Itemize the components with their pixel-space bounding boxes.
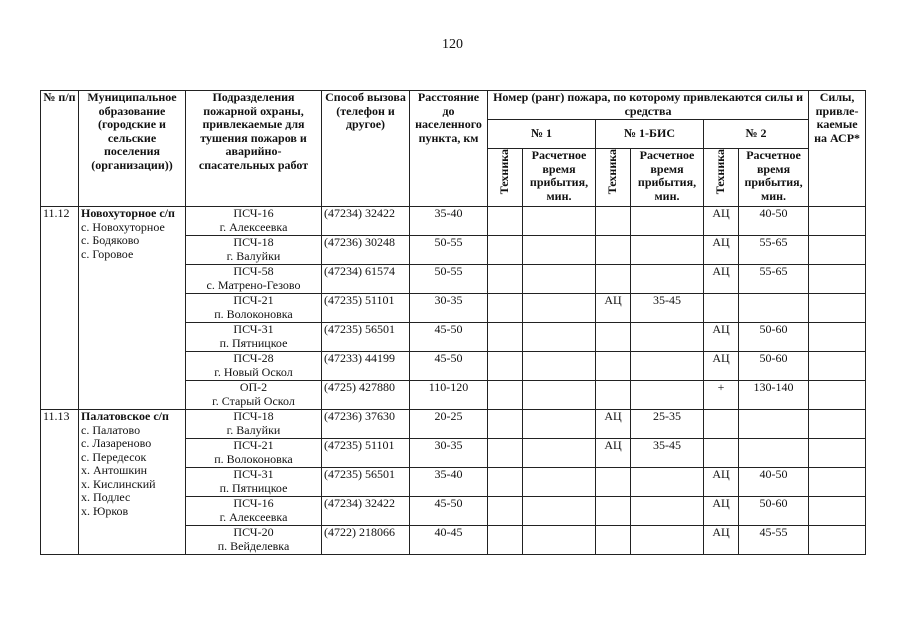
- asr-cell: [809, 468, 866, 497]
- table-body: [41, 207, 866, 555]
- rank1bis-arrival-cell: [631, 323, 704, 352]
- unit-location: г. Валуйки: [226, 248, 281, 263]
- rank1bis-technika-cell: АЦ: [596, 410, 631, 439]
- header-asr: Силы, привле-каемые на АСР*: [809, 91, 866, 207]
- header-rank-group: Номер (ранг) пожара, по которому привлекаются силы и средства: [488, 91, 809, 120]
- rank1-arrival-cell: [523, 352, 596, 381]
- rank1-technika-cell: [488, 526, 523, 555]
- unit-cell: [186, 381, 322, 410]
- unit-cell: [186, 294, 322, 323]
- unit-location: п. Пятницкое: [219, 480, 288, 495]
- phone-cell: (47235) 51101: [322, 294, 410, 323]
- distance-cell: 50-55: [410, 236, 488, 265]
- rank1-arrival-cell: [523, 468, 596, 497]
- rank2-technika-cell: [704, 294, 739, 323]
- header-call-method: Способ вызова (телефон и другое): [322, 91, 410, 207]
- header-rank1-arrival: Расчетное время прибытия, мин.: [523, 149, 596, 207]
- settlement-name: с. Палатово: [81, 422, 141, 437]
- rank1-arrival-cell: [523, 236, 596, 265]
- phone-cell: (47236) 30248: [322, 236, 410, 265]
- unit-name: ПСЧ-16: [233, 496, 274, 510]
- rank2-technika-cell: АЦ: [704, 526, 739, 555]
- rank1-arrival-cell: [523, 526, 596, 555]
- distance-cell: 45-50: [410, 497, 488, 526]
- unit-cell: [186, 236, 322, 265]
- unit-cell: [186, 526, 322, 555]
- unit-cell: [186, 352, 322, 381]
- rank2-technika-cell: [704, 410, 739, 439]
- unit-location: г. Новый Оскол: [214, 364, 293, 379]
- header-num: № п/п: [41, 91, 79, 207]
- header-rank1bis-arrival: Расчетное время прибытия, мин.: [631, 149, 704, 207]
- rank1bis-arrival-cell: [631, 468, 704, 497]
- rank2-technika-cell: АЦ: [704, 497, 739, 526]
- phone-cell: (47234) 32422: [322, 207, 410, 236]
- rank1-arrival-cell: [523, 207, 596, 236]
- distance-cell: 30-35: [410, 439, 488, 468]
- header-rank2-arrival: Расчетное время прибытия, мин.: [739, 149, 809, 207]
- asr-cell: [809, 207, 866, 236]
- unit-cell: [186, 265, 322, 294]
- rank1-arrival-cell: [523, 294, 596, 323]
- rank2-arrival-cell: [739, 410, 809, 439]
- rank1bis-arrival-cell: [631, 526, 704, 555]
- rank1-technika-cell: [488, 439, 523, 468]
- rank1bis-arrival-cell: [631, 352, 704, 381]
- unit-location: г. Валуйки: [226, 422, 281, 437]
- unit-cell: [186, 410, 322, 439]
- rank1-arrival-cell: [523, 439, 596, 468]
- rank1-technika-cell: [488, 207, 523, 236]
- asr-cell: [809, 439, 866, 468]
- rank1bis-technika-cell: [596, 323, 631, 352]
- header-rank2-technika: [704, 149, 739, 207]
- rank1bis-technika-cell: [596, 236, 631, 265]
- rank2-arrival-cell: 130-140: [739, 381, 809, 410]
- settlement-name: х. Антошкин: [81, 463, 148, 477]
- phone-cell: (47234) 61574: [322, 265, 410, 294]
- rank1bis-technika-cell: [596, 207, 631, 236]
- header-rank1-technika: [488, 149, 523, 207]
- settlement-name: х. Подлес: [81, 490, 131, 504]
- rank1bis-arrival-cell: 35-45: [631, 439, 704, 468]
- asr-cell: [809, 323, 866, 352]
- rank1-technika-cell: [488, 468, 523, 497]
- rank2-technika-cell: АЦ: [704, 468, 739, 497]
- rank1-arrival-cell: [523, 265, 596, 294]
- rank2-arrival-cell: 40-50: [739, 468, 809, 497]
- header-distance: Расстояние до населенного пункта, км: [410, 91, 488, 207]
- phone-cell: (47234) 32422: [322, 497, 410, 526]
- header-technika-label: Техника: [497, 149, 512, 195]
- unit-name: ПСЧ-28: [233, 351, 274, 365]
- unit-name: ПСЧ-18: [233, 409, 274, 423]
- rank1bis-technika-cell: [596, 265, 631, 294]
- rank2-technika-cell: АЦ: [704, 265, 739, 294]
- rank1-technika-cell: [488, 323, 523, 352]
- rank1bis-arrival-cell: 35-45: [631, 294, 704, 323]
- rank2-arrival-cell: [739, 439, 809, 468]
- settlement-name: х. Юрков: [81, 503, 129, 518]
- rank2-arrival-cell: 55-65: [739, 265, 809, 294]
- table-row: [41, 207, 866, 236]
- rank1-technika-cell: [488, 410, 523, 439]
- header-rank-1: № 1: [488, 120, 596, 149]
- rank1bis-arrival-cell: [631, 236, 704, 265]
- phone-cell: (47236) 37630: [322, 410, 410, 439]
- phone-cell: (47235) 56501: [322, 468, 410, 497]
- rank2-technika-cell: АЦ: [704, 323, 739, 352]
- unit-name: ПСЧ-31: [233, 467, 274, 481]
- rank2-technika-cell: АЦ: [704, 236, 739, 265]
- asr-cell: [809, 526, 866, 555]
- header-units: Подразделения пожарной охраны, привлекаемые для тушения пожаров и аварийно-спасательных работ: [186, 91, 322, 207]
- unit-cell: [186, 439, 322, 468]
- rank1bis-technika-cell: [596, 468, 631, 497]
- settlement-name: с. Бодяково: [81, 233, 140, 247]
- rank2-technika-cell: [704, 439, 739, 468]
- distance-cell: 40-45: [410, 526, 488, 555]
- rank1-arrival-cell: [523, 410, 596, 439]
- fire-forces-table: [40, 90, 866, 555]
- asr-cell: [809, 352, 866, 381]
- row-number: 11.12: [41, 207, 79, 410]
- rank1-arrival-cell: [523, 381, 596, 410]
- table-row: [41, 410, 866, 439]
- rank1-technika-cell: [488, 265, 523, 294]
- header-rank-1bis: № 1-БИС: [596, 120, 704, 149]
- rank2-arrival-cell: 50-60: [739, 352, 809, 381]
- rank1bis-technika-cell: [596, 526, 631, 555]
- rank1bis-technika-cell: [596, 352, 631, 381]
- rank1bis-arrival-cell: 25-35: [631, 410, 704, 439]
- unit-cell: [186, 468, 322, 497]
- rank2-technika-cell: +: [704, 381, 739, 410]
- rank1-arrival-cell: [523, 323, 596, 352]
- rank2-arrival-cell: 40-50: [739, 207, 809, 236]
- settlement-name: с. Лазареново: [81, 436, 152, 450]
- unit-name: ПСЧ-21: [233, 438, 274, 452]
- settlement-name: с. Горовое: [81, 246, 134, 261]
- distance-cell: 50-55: [410, 265, 488, 294]
- distance-cell: 45-50: [410, 352, 488, 381]
- rank2-technika-cell: АЦ: [704, 352, 739, 381]
- rank1bis-technika-cell: [596, 497, 631, 526]
- rank2-arrival-cell: 50-60: [739, 323, 809, 352]
- settlement-name: с. Новохуторное: [81, 219, 165, 234]
- distance-cell: 35-40: [410, 468, 488, 497]
- header-municipality: Муниципальное образование (городские и сельские поселения (организации)): [79, 91, 186, 207]
- rank1bis-arrival-cell: [631, 497, 704, 526]
- unit-location: с. Матрено-Гезово: [206, 277, 301, 292]
- settlement-name: с. Передесок: [81, 449, 147, 464]
- unit-cell: [186, 323, 322, 352]
- asr-cell: [809, 236, 866, 265]
- unit-name: ПСЧ-31: [233, 322, 274, 336]
- unit-name: ПСЧ-16: [233, 206, 274, 220]
- asr-cell: [809, 265, 866, 294]
- unit-location: г. Алексеевка: [219, 219, 288, 234]
- rank2-arrival-cell: [739, 294, 809, 323]
- unit-name: ПСЧ-21: [233, 293, 274, 307]
- unit-name: ОП-2: [239, 380, 268, 394]
- unit-cell: [186, 207, 322, 236]
- asr-cell: [809, 410, 866, 439]
- header-technika-label: Техника: [713, 149, 728, 195]
- municipality-cell: [79, 207, 186, 410]
- distance-cell: 20-25: [410, 410, 488, 439]
- municipality-name: Палатовское с/п: [81, 409, 169, 423]
- rank1-technika-cell: [488, 236, 523, 265]
- page-number: 120: [442, 37, 463, 52]
- unit-location: п. Волоконовка: [214, 306, 293, 321]
- unit-cell: [186, 497, 322, 526]
- rank2-arrival-cell: 45-55: [739, 526, 809, 555]
- asr-cell: [809, 497, 866, 526]
- rank1-technika-cell: [488, 381, 523, 410]
- header-row-1: [41, 91, 866, 120]
- unit-location: г. Алексеевка: [219, 509, 288, 524]
- asr-cell: [809, 381, 866, 410]
- unit-name: ПСЧ-58: [233, 264, 274, 278]
- phone-cell: (4722) 218066: [322, 526, 410, 555]
- rank1bis-technika-cell: АЦ: [596, 294, 631, 323]
- rank1bis-arrival-cell: [631, 265, 704, 294]
- rank1-arrival-cell: [523, 497, 596, 526]
- distance-cell: 30-35: [410, 294, 488, 323]
- distance-cell: 35-40: [410, 207, 488, 236]
- distance-cell: 110-120: [410, 381, 488, 410]
- asr-cell: [809, 294, 866, 323]
- rank2-technika-cell: АЦ: [704, 207, 739, 236]
- rank1bis-arrival-cell: [631, 381, 704, 410]
- rank1-technika-cell: [488, 352, 523, 381]
- unit-location: г. Старый Оскол: [212, 393, 295, 408]
- header-rank-2: № 2: [704, 120, 809, 149]
- unit-location: п. Вейделевка: [217, 538, 290, 553]
- municipality-cell: [79, 410, 186, 555]
- phone-cell: (4725) 427880: [322, 381, 410, 410]
- rank1bis-arrival-cell: [631, 207, 704, 236]
- rank2-arrival-cell: 55-65: [739, 236, 809, 265]
- rank2-arrival-cell: 50-60: [739, 497, 809, 526]
- rank1-technika-cell: [488, 294, 523, 323]
- distance-cell: 45-50: [410, 323, 488, 352]
- phone-cell: (47233) 44199: [322, 352, 410, 381]
- rank1bis-technika-cell: [596, 381, 631, 410]
- rank1bis-technika-cell: АЦ: [596, 439, 631, 468]
- unit-location: п. Волоконовка: [214, 451, 293, 466]
- row-number: 11.13: [41, 410, 79, 555]
- unit-name: ПСЧ-18: [233, 235, 274, 249]
- phone-cell: (47235) 51101: [322, 439, 410, 468]
- unit-location: п. Пятницкое: [219, 335, 288, 350]
- header-technika-label: Техника: [605, 149, 620, 195]
- rank1-technika-cell: [488, 497, 523, 526]
- municipality-name: Новохуторное с/п: [81, 206, 175, 220]
- header-rank1bis-technika: [596, 149, 631, 207]
- settlement-name: х. Кислинский: [81, 476, 156, 491]
- phone-cell: (47235) 56501: [322, 323, 410, 352]
- unit-name: ПСЧ-20: [233, 525, 274, 539]
